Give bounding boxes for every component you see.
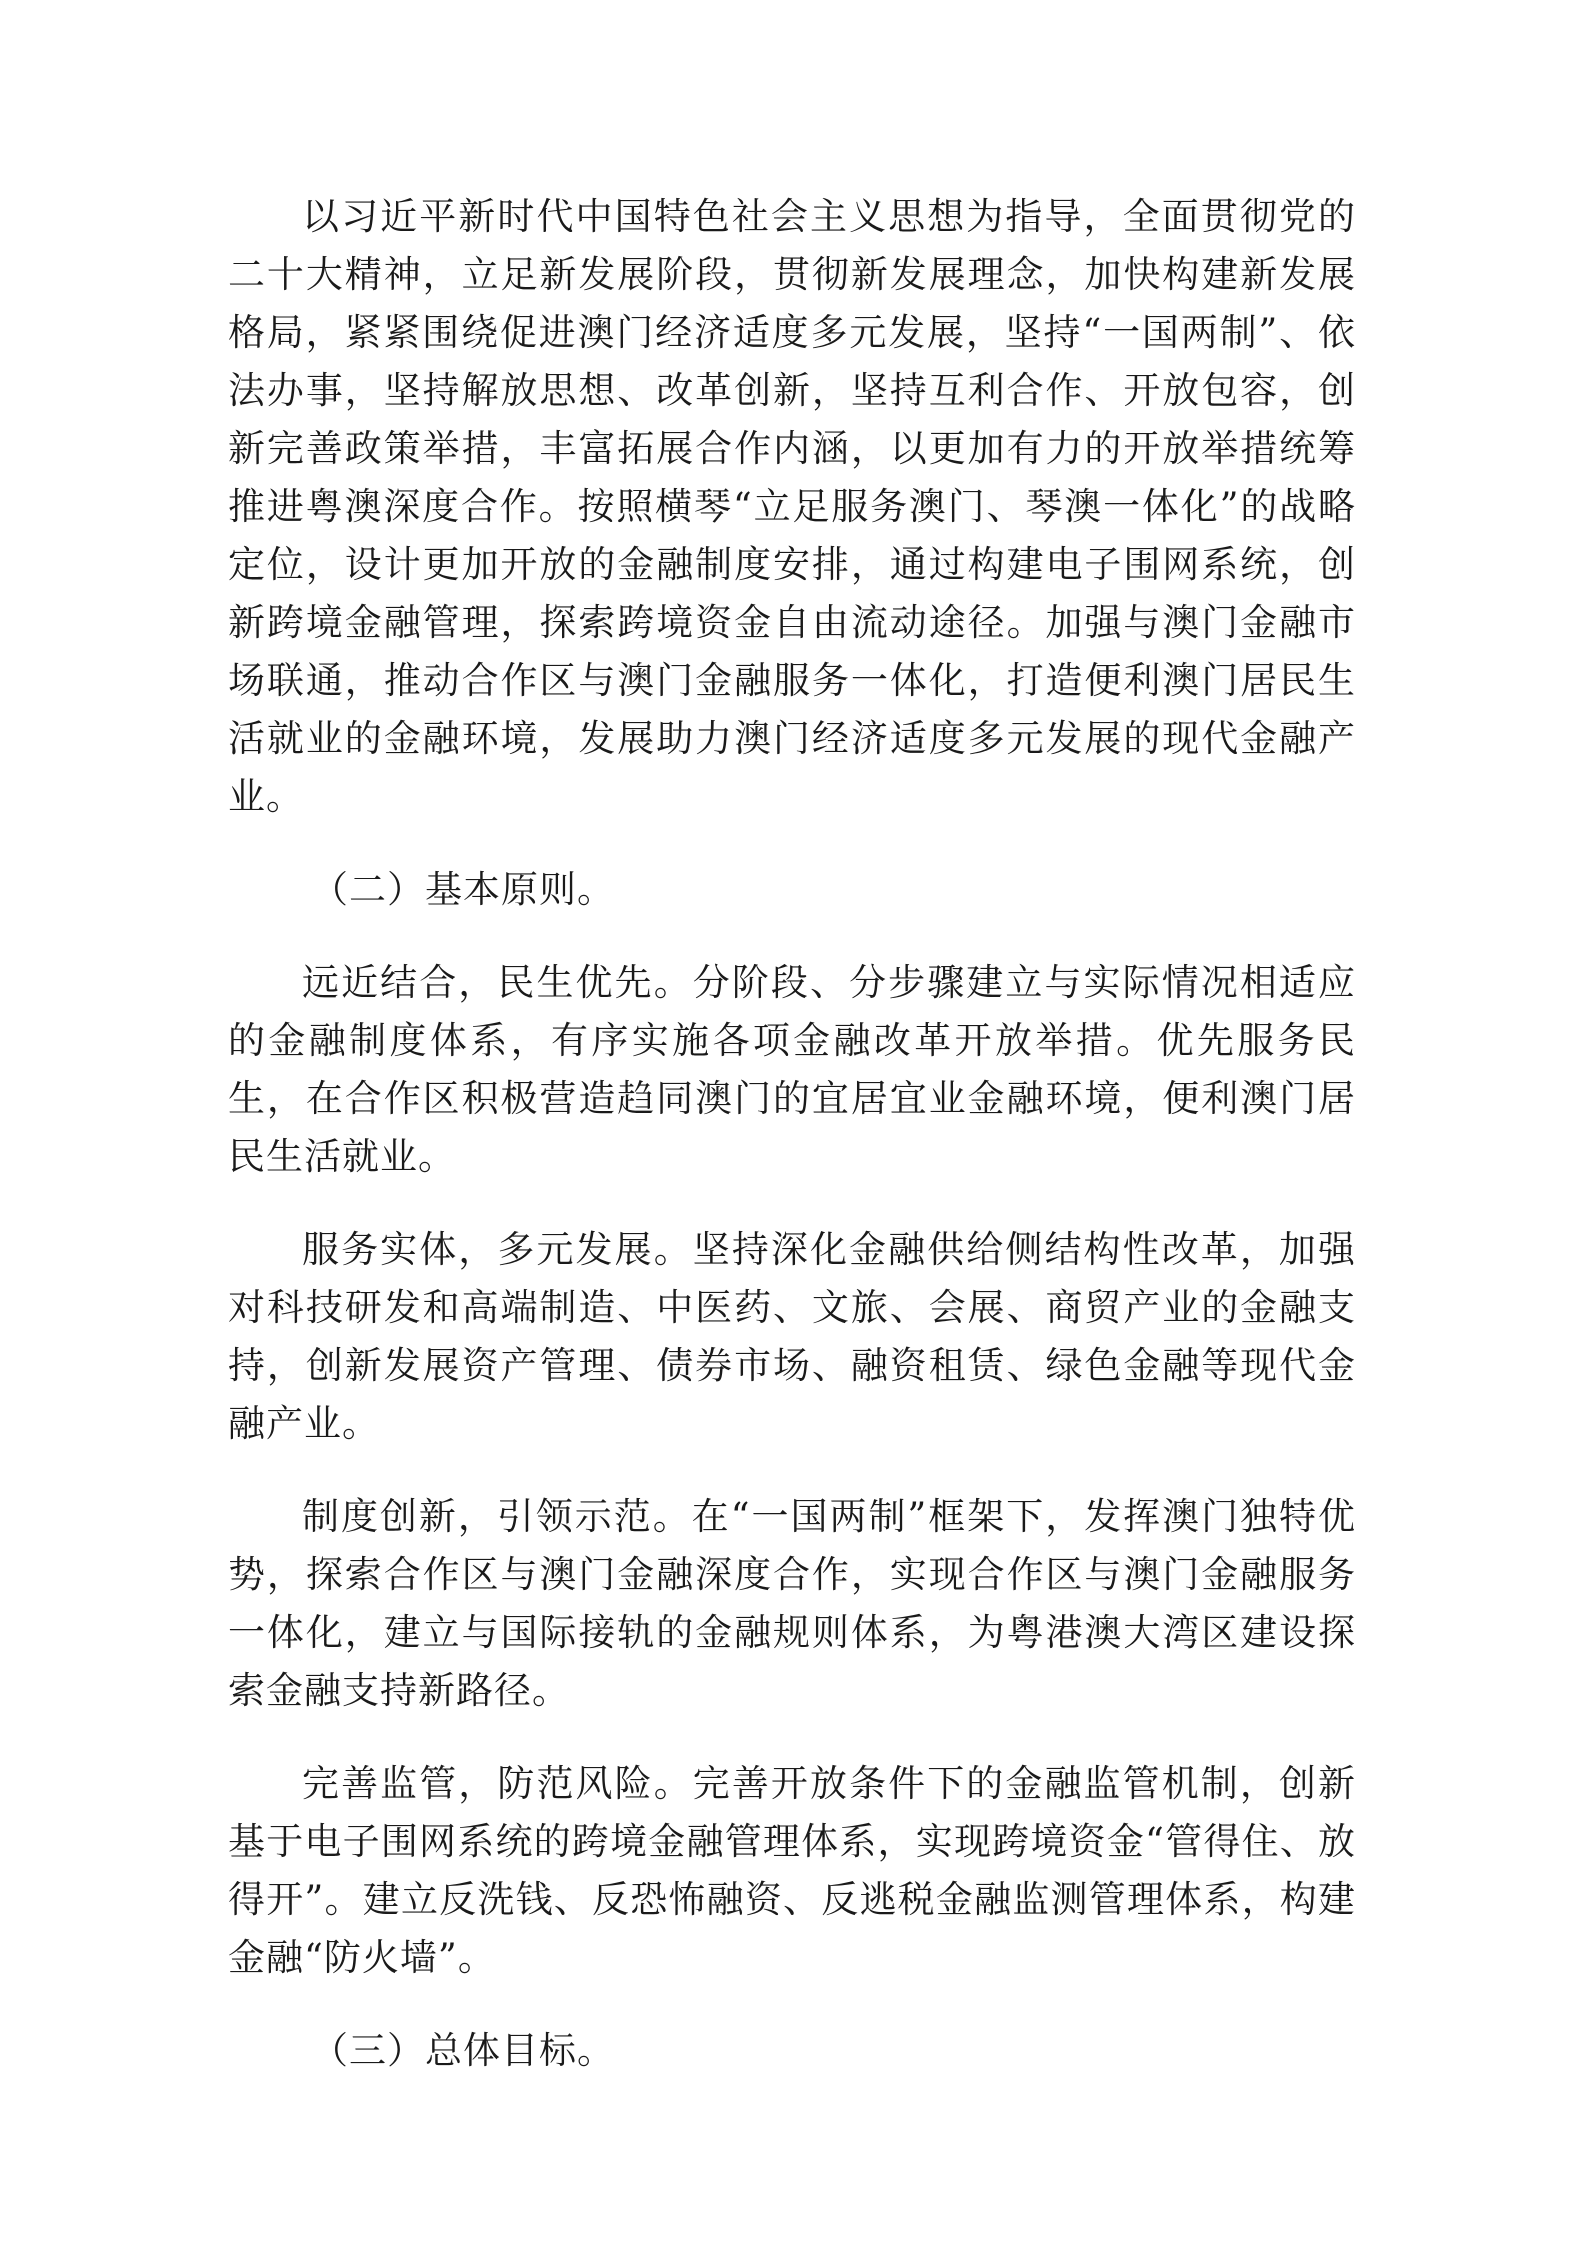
section-heading-overall-goals: （三）总体目标。 bbox=[311, 2029, 615, 2072]
paragraph-principle-supervision: 完善监管，防范风险。完善开放条件下的金融监管机制，创新基于电子围网系统的跨境金融管理体系，实现跨境资金“管得住、放得开”。建立反洗钱、反恐怖融资、反逃税金融监测管理体系，构建金融“防火墙”。 bbox=[228, 1762, 1356, 1979]
paragraph-principle-real-economy: 服务实体，多元发展。坚持深化金融供给侧结构性改革，加强对科技研发和高端制造、中医药、文旅、会展、商贸产业的金融支持，创新发展资产管理、债券市场、融资租赁、绿色金融等现代金融产业。 bbox=[228, 1228, 1356, 1445]
document-body bbox=[228, 188, 1356, 2080]
paragraph-guiding-thought: 以习近平新时代中国特色社会主义思想为指导，全面贯彻党的二十大精神，立足新发展阶段，贯彻新发展理念，加快构建新发展格局，紧紧围绕促进澳门经济适度多元发展，坚持“一国两制”、依法办事，坚持解放思想、改革创新，坚持互利合作、开放包容，创新完善政策举措，丰富拓展合作内涵，以更加有力的开放举措统筹推进粤澳深度合作。按照横琴“立足服务澳门、琴澳一体化”的战略定位，设计更加开放的金融制度安排，通过构建电子围网系统，创新跨境金融管理，探索跨境资金自由流动途径。加强与澳门金融市场联通，推动合作区与澳门金融服务一体化，打造便利澳门居民生活就业的金融环境，发展助力澳门经济适度多元发展的现代金融产业。 bbox=[228, 195, 1356, 818]
paragraph-principle-livelihood: 远近结合，民生优先。分阶段、分步骤建立与实际情况相适应的金融制度体系，有序实施各项金融改革开放举措。优先服务民生，在合作区积极营造趋同澳门的宜居宜业金融环境，便利澳门居民生活就业。 bbox=[228, 961, 1356, 1178]
section-heading-basic-principles: （二）基本原则。 bbox=[311, 868, 615, 911]
paragraph-principle-innovation: 制度创新，引领示范。在“一国两制”框架下，发挥澳门独特优势，探索合作区与澳门金融深度合作，实现合作区与澳门金融服务一体化，建立与国际接轨的金融规则体系，为粤港澳大湾区建设探索金融支持新路径。 bbox=[228, 1495, 1356, 1712]
